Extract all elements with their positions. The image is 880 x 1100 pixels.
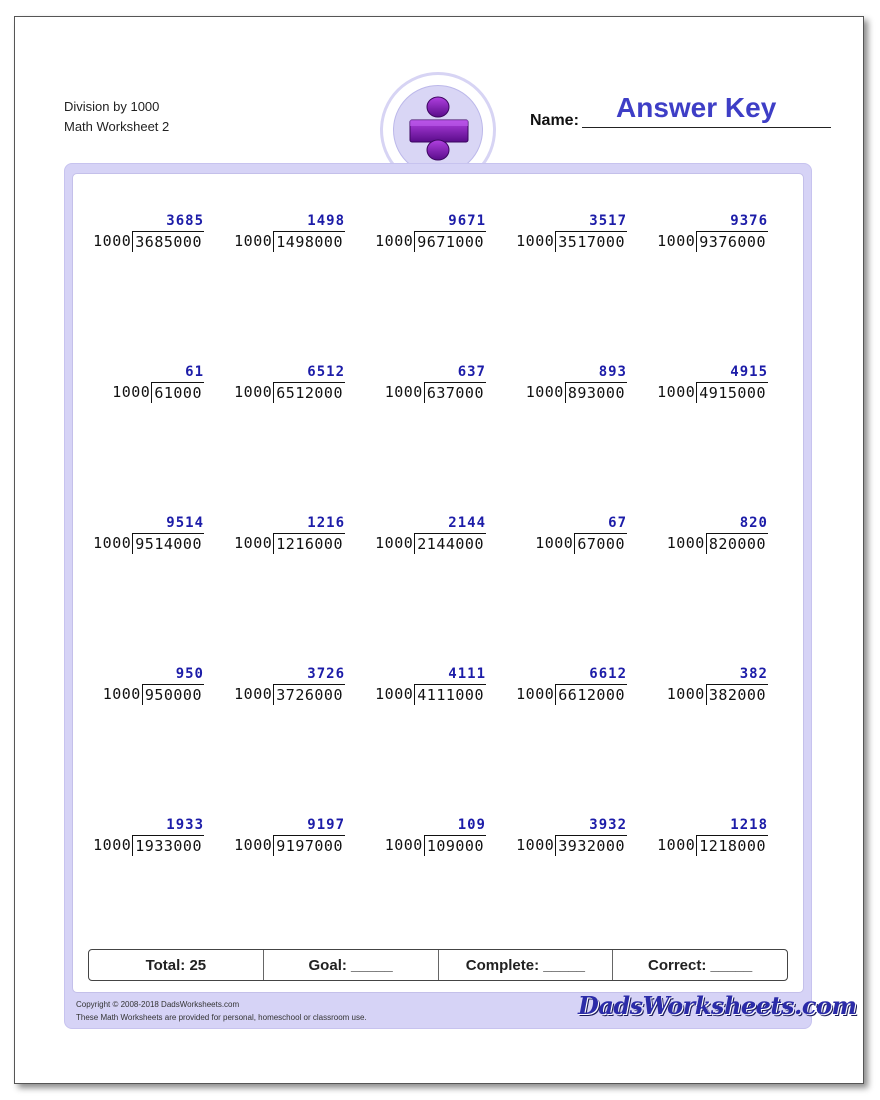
long-division [516, 835, 627, 856]
divisor: 1000 [516, 836, 555, 854]
dividend: 61000 [151, 382, 204, 403]
dividend: 9197000 [273, 835, 345, 856]
division-problem [48, 515, 208, 563]
division-problem [189, 515, 349, 563]
divisor: 1000 [516, 232, 555, 250]
divisor: 1000 [384, 836, 423, 854]
dividend: 6612000 [555, 684, 627, 705]
division-problem [330, 666, 490, 714]
divisor: 1000 [112, 383, 151, 401]
long-division [234, 231, 345, 252]
division-problem [612, 213, 772, 261]
quotient-answer: 6612 [589, 666, 627, 682]
divisor: 1000 [234, 232, 273, 250]
quotient-answer: 3726 [307, 666, 345, 682]
divisor: 1000 [657, 836, 696, 854]
divisor: 1000 [516, 685, 555, 703]
complete-cell[interactable]: Complete: _____ [439, 950, 614, 980]
answer-key-label: Answer Key [616, 92, 777, 123]
division-problem [471, 666, 631, 714]
name-label: Name: [530, 112, 579, 129]
division-problem [471, 817, 631, 865]
division-problem [612, 515, 772, 563]
divisor: 1000 [384, 383, 423, 401]
long-division [657, 231, 768, 252]
division-problem [48, 213, 208, 261]
quotient-answer: 3517 [589, 213, 627, 229]
divisor: 1000 [102, 685, 141, 703]
division-problem [189, 213, 349, 261]
dividend: 9376000 [696, 231, 768, 252]
divisor: 1000 [234, 534, 273, 552]
divisor: 1000 [234, 685, 273, 703]
division-problem [330, 515, 490, 563]
quotient-answer: 637 [457, 364, 486, 380]
divisor: 1000 [525, 383, 564, 401]
quotient-answer: 3685 [166, 213, 204, 229]
divisor: 1000 [93, 836, 132, 854]
dividend: 4111000 [414, 684, 486, 705]
division-problem [48, 817, 208, 865]
division-problem [612, 364, 772, 412]
division-problem [612, 666, 772, 714]
worksheet-title [64, 97, 169, 137]
dividend: 4915000 [696, 382, 768, 403]
division-problem [189, 817, 349, 865]
long-division [234, 684, 345, 705]
division-problem [471, 364, 631, 412]
quotient-answer: 9197 [307, 817, 345, 833]
quotient-answer: 1216 [307, 515, 345, 531]
divisor: 1000 [666, 534, 705, 552]
division-problem [48, 666, 208, 714]
quotient-answer: 9376 [730, 213, 768, 229]
logo-circle [393, 85, 483, 175]
dividend: 1933000 [132, 835, 204, 856]
divisor: 1000 [657, 383, 696, 401]
divisor: 1000 [93, 534, 132, 552]
long-division [657, 835, 768, 856]
division-problem [189, 364, 349, 412]
long-division [93, 533, 204, 554]
dividend: 9514000 [132, 533, 204, 554]
dividend: 893000 [565, 382, 627, 403]
divisor: 1000 [234, 383, 273, 401]
long-division [234, 835, 345, 856]
dividend: 382000 [706, 684, 768, 705]
quotient-answer: 4915 [730, 364, 768, 380]
correct-cell[interactable]: Correct: _____ [648, 956, 753, 974]
title-line-2: Math Worksheet 2 [64, 119, 170, 134]
quotient-answer: 1933 [166, 817, 204, 833]
copyright-line-1: Copyright © 2008-2018 DadsWorksheets.com [76, 1000, 240, 1009]
dividend: 6512000 [273, 382, 345, 403]
quotient-answer: 2144 [448, 515, 486, 531]
quotient-answer: 1218 [730, 817, 768, 833]
quotient-answer: 820 [739, 515, 768, 531]
title-line-1: Division by 1000 [64, 99, 160, 114]
dividend: 9671000 [414, 231, 486, 252]
divisor: 1000 [93, 232, 132, 250]
quotient-answer: 1498 [307, 213, 345, 229]
long-division [667, 533, 768, 554]
quotient-answer: 109 [457, 817, 486, 833]
quotient-answer: 4111 [448, 666, 486, 682]
brand-logo: DadsWorksheets.com [578, 991, 857, 1020]
long-division [93, 835, 204, 856]
dividend: 1218000 [696, 835, 768, 856]
quotient-answer: 3932 [589, 817, 627, 833]
quotient-answer: 67 [608, 515, 627, 531]
quotient-answer: 893 [598, 364, 627, 380]
dividend: 3517000 [555, 231, 627, 252]
division-problem [471, 213, 631, 261]
divisor: 1000 [535, 534, 574, 552]
name-field-line[interactable] [582, 127, 831, 128]
total-cell: Total: 25 [89, 950, 264, 980]
quotient-answer: 61 [185, 364, 204, 380]
dividend: 2144000 [414, 533, 486, 554]
dividend: 1498000 [273, 231, 345, 252]
goal-cell[interactable]: Goal: _____ [264, 950, 439, 980]
copyright-notice [76, 998, 367, 1024]
score-table [88, 949, 788, 981]
division-problem [48, 364, 208, 412]
division-problem [330, 213, 490, 261]
division-problem [471, 515, 631, 563]
divisor: 1000 [375, 534, 414, 552]
dividend: 3726000 [273, 684, 345, 705]
division-problem [330, 817, 490, 865]
problems-frame [64, 163, 812, 1029]
division-problem [189, 666, 349, 714]
long-division [516, 231, 627, 252]
long-division [375, 231, 486, 252]
dividend: 3685000 [132, 231, 204, 252]
long-division [657, 382, 768, 403]
divisor: 1000 [375, 232, 414, 250]
quotient-answer: 382 [739, 666, 768, 682]
dividend: 637000 [424, 382, 486, 403]
copyright-line-2: These Math Worksheets are provided for personal, homeschool or classroom use. [76, 1013, 367, 1022]
division-problem [612, 817, 772, 865]
dividend: 109000 [424, 835, 486, 856]
dividend: 1216000 [273, 533, 345, 554]
long-division [375, 684, 486, 705]
long-division [667, 684, 768, 705]
long-division [93, 231, 204, 252]
long-division [234, 533, 345, 554]
quotient-answer: 9514 [166, 515, 204, 531]
long-division [516, 684, 627, 705]
dividend: 67000 [574, 533, 627, 554]
long-division [375, 533, 486, 554]
quotient-answer: 950 [175, 666, 204, 682]
dividend: 820000 [706, 533, 768, 554]
quotient-answer: 9671 [448, 213, 486, 229]
long-division [234, 382, 345, 403]
divisor: 1000 [657, 232, 696, 250]
divisor: 1000 [234, 836, 273, 854]
quotient-answer: 6512 [307, 364, 345, 380]
divisor: 1000 [666, 685, 705, 703]
division-problem [330, 364, 490, 412]
problems-panel [72, 173, 804, 993]
dividend: 950000 [142, 684, 204, 705]
divisor: 1000 [375, 685, 414, 703]
dividend: 3932000 [555, 835, 627, 856]
